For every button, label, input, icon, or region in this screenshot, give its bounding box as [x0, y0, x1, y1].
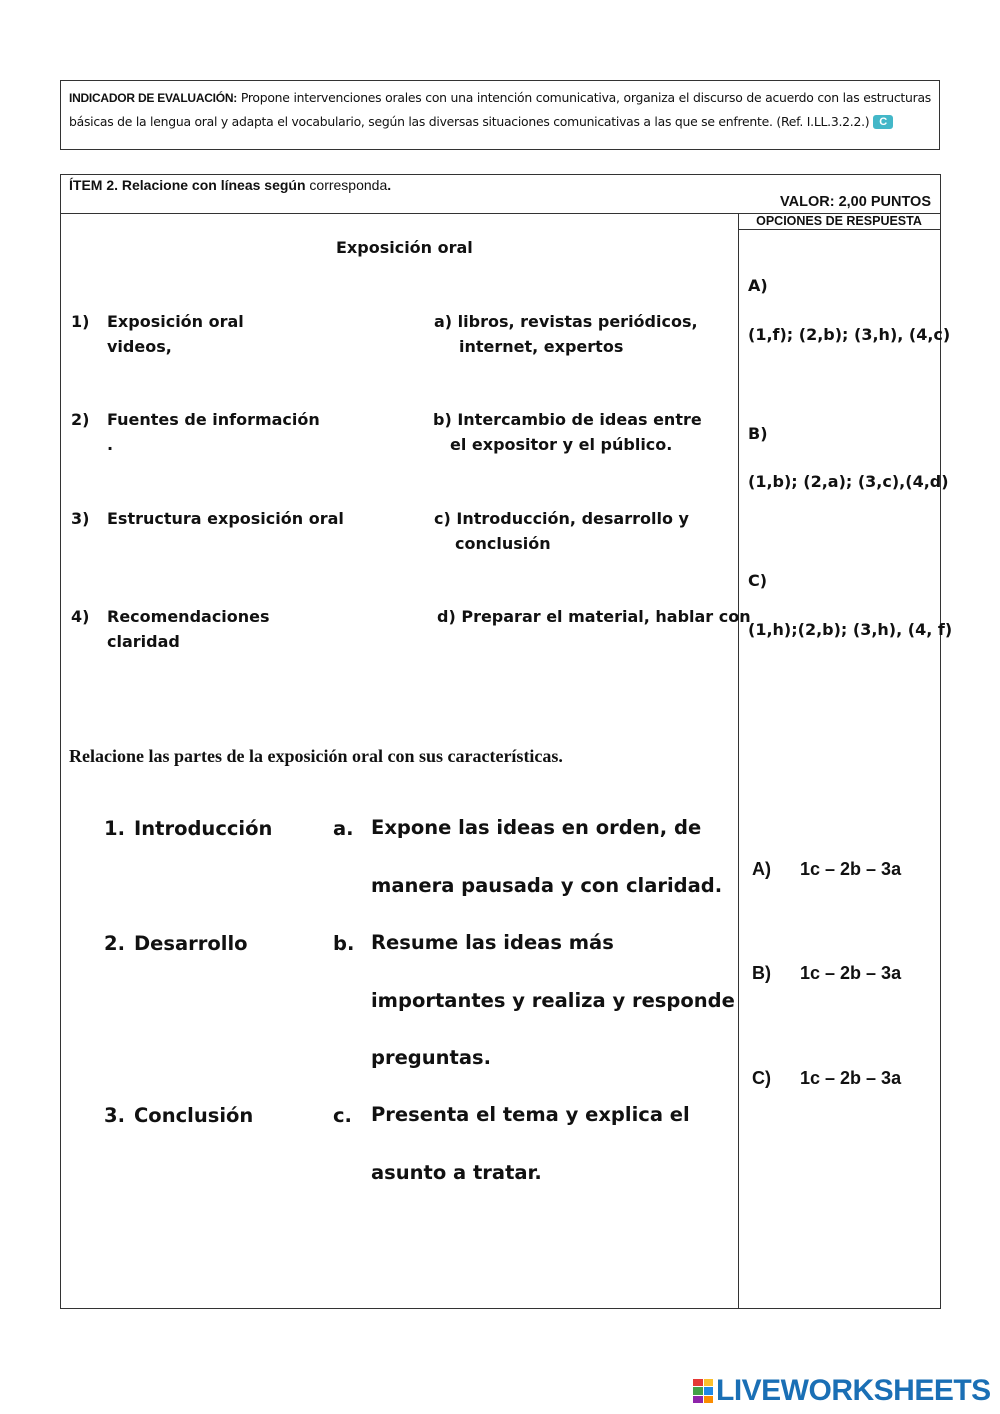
part2-letter: a.: [333, 817, 354, 840]
part2-desc-line: Resume las ideas más: [371, 931, 614, 954]
part1-left-line: videos,: [107, 336, 172, 356]
part2-letter: c.: [333, 1104, 352, 1127]
logo-swatch: [704, 1379, 714, 1386]
part1-right-item-d: [437, 605, 751, 630]
part2-label: Introducción: [134, 817, 273, 840]
options-header-divider: [738, 229, 940, 230]
liveworksheets-logo: [693, 1376, 991, 1406]
part1-right-item-a: [434, 310, 698, 359]
part1-right-line: c) Introducción, desarrollo y: [434, 509, 689, 528]
part2-instruction: Relacione las partes de la exposición oral con sus características.: [69, 746, 563, 766]
part2-description-b: [371, 914, 735, 1087]
item-title-end: .: [387, 177, 392, 193]
column-divider: [738, 213, 739, 1308]
logo-swatch: [693, 1379, 703, 1386]
option-letter[interactable]: C): [748, 571, 768, 590]
part1-right-line: el expositor y el público.: [450, 434, 673, 454]
part1-right-line: d) Preparar el material, hablar con: [437, 607, 751, 626]
part2-desc-line: Presenta el tema y explica el: [371, 1103, 690, 1126]
part2-desc-line: Expone las ideas en orden, de: [371, 816, 702, 839]
item-title: [69, 177, 391, 193]
item-title-normal: corresponda: [309, 177, 388, 193]
part2-desc-line: preguntas.: [371, 1046, 492, 1069]
option-value[interactable]: 1c – 2b – 3a: [800, 1068, 902, 1088]
part1-left-line: Fuentes de información: [107, 410, 320, 429]
part1-right-line: internet, expertos: [459, 336, 624, 356]
part2-num: 2.: [104, 932, 125, 955]
part1-left-line: .: [107, 434, 114, 454]
part1-right-line: a) libros, revistas periódicos,: [434, 312, 698, 331]
part2-letter: b.: [333, 932, 355, 955]
item-header: [60, 174, 941, 214]
part1-left-line: Estructura exposición oral: [107, 509, 344, 528]
part1-left-item-2: [71, 408, 89, 433]
logo-swatch: [704, 1396, 714, 1403]
part1-left-num: 2): [71, 410, 90, 429]
part1-heading: Exposición oral: [336, 238, 473, 257]
part1-left-num: 4): [71, 607, 90, 626]
part1-left-line: Exposición oral: [107, 312, 244, 331]
part1-right-line: conclusión: [455, 533, 551, 553]
indicator-text: [69, 86, 931, 133]
part1-right-item-c: [434, 507, 689, 556]
option-value[interactable]: (1,f); (2,b); (3,h), (4,c): [748, 325, 951, 344]
part1-left-line: claridad: [107, 631, 180, 651]
part1-left-item-1: [71, 310, 89, 335]
part1-right-line: b) Intercambio de ideas entre: [433, 410, 702, 429]
option-value[interactable]: (1,h);(2,b); (3,h), (4, f): [748, 620, 953, 639]
part2-desc-line: asunto a tratar.: [371, 1160, 542, 1184]
part2-desc-line: manera pausada y con claridad.: [371, 873, 723, 897]
part2-num: 3.: [104, 1104, 125, 1127]
part1-left-item-4: [71, 605, 89, 630]
logo-grid-icon: [693, 1379, 713, 1403]
part1-left-text-3: [107, 507, 344, 532]
option-value[interactable]: (1,b); (2,a); (3,c),(4,d): [748, 472, 949, 491]
part2-description-c: [371, 1086, 690, 1201]
logo-swatch: [704, 1387, 714, 1394]
part1-left-text-2: [107, 408, 320, 457]
part1-left-num: 3): [71, 509, 90, 528]
option-letter[interactable]: C): [752, 1068, 771, 1088]
indicator-box: [60, 80, 940, 150]
options-header: OPCIONES DE RESPUESTA: [756, 214, 922, 228]
part2-description-a: [371, 799, 722, 914]
option-letter[interactable]: A): [752, 859, 771, 879]
indicator-label: INDICADOR DE EVALUACIÓN:: [69, 91, 237, 105]
part1-right-item-b: [433, 408, 702, 457]
option-value[interactable]: 1c – 2b – 3a: [800, 859, 902, 879]
logo-text: LIVEWORKSHEETS: [716, 1374, 991, 1407]
competency-badge-icon: C: [873, 115, 893, 129]
part2-desc-line: importantes y realiza y responde: [371, 988, 735, 1012]
part1-left-line: Recomendaciones: [107, 607, 270, 626]
item-value: VALOR: 2,00 PUNTOS: [780, 194, 931, 210]
option-value[interactable]: 1c – 2b – 3a: [800, 963, 902, 983]
option-letter[interactable]: B): [752, 963, 771, 983]
part1-left-num: 1): [71, 312, 90, 331]
part2-label: Conclusión: [134, 1104, 254, 1127]
part1-left-item-3: [71, 507, 89, 532]
part1-left-text-4: [107, 605, 270, 654]
part2-num: 1.: [104, 817, 125, 840]
indicator-body: Propone intervenciones orales con una intención comunicativa, organiza el discurso de acuerdo con las estructuras básicas de la lengua oral y adapta el vocabulario, según las diversas situaciones comunicativas a las que se enfrente. (Ref. I.LL.3.2.2.): [69, 90, 931, 129]
item-title-bold: ÍTEM 2. Relacione con líneas según: [69, 177, 306, 193]
part2-label: Desarrollo: [134, 932, 248, 955]
logo-swatch: [693, 1396, 703, 1403]
option-letter[interactable]: B): [748, 424, 768, 443]
option-letter[interactable]: A): [748, 276, 768, 295]
part1-left-text-1: [107, 310, 244, 359]
logo-swatch: [693, 1387, 703, 1394]
